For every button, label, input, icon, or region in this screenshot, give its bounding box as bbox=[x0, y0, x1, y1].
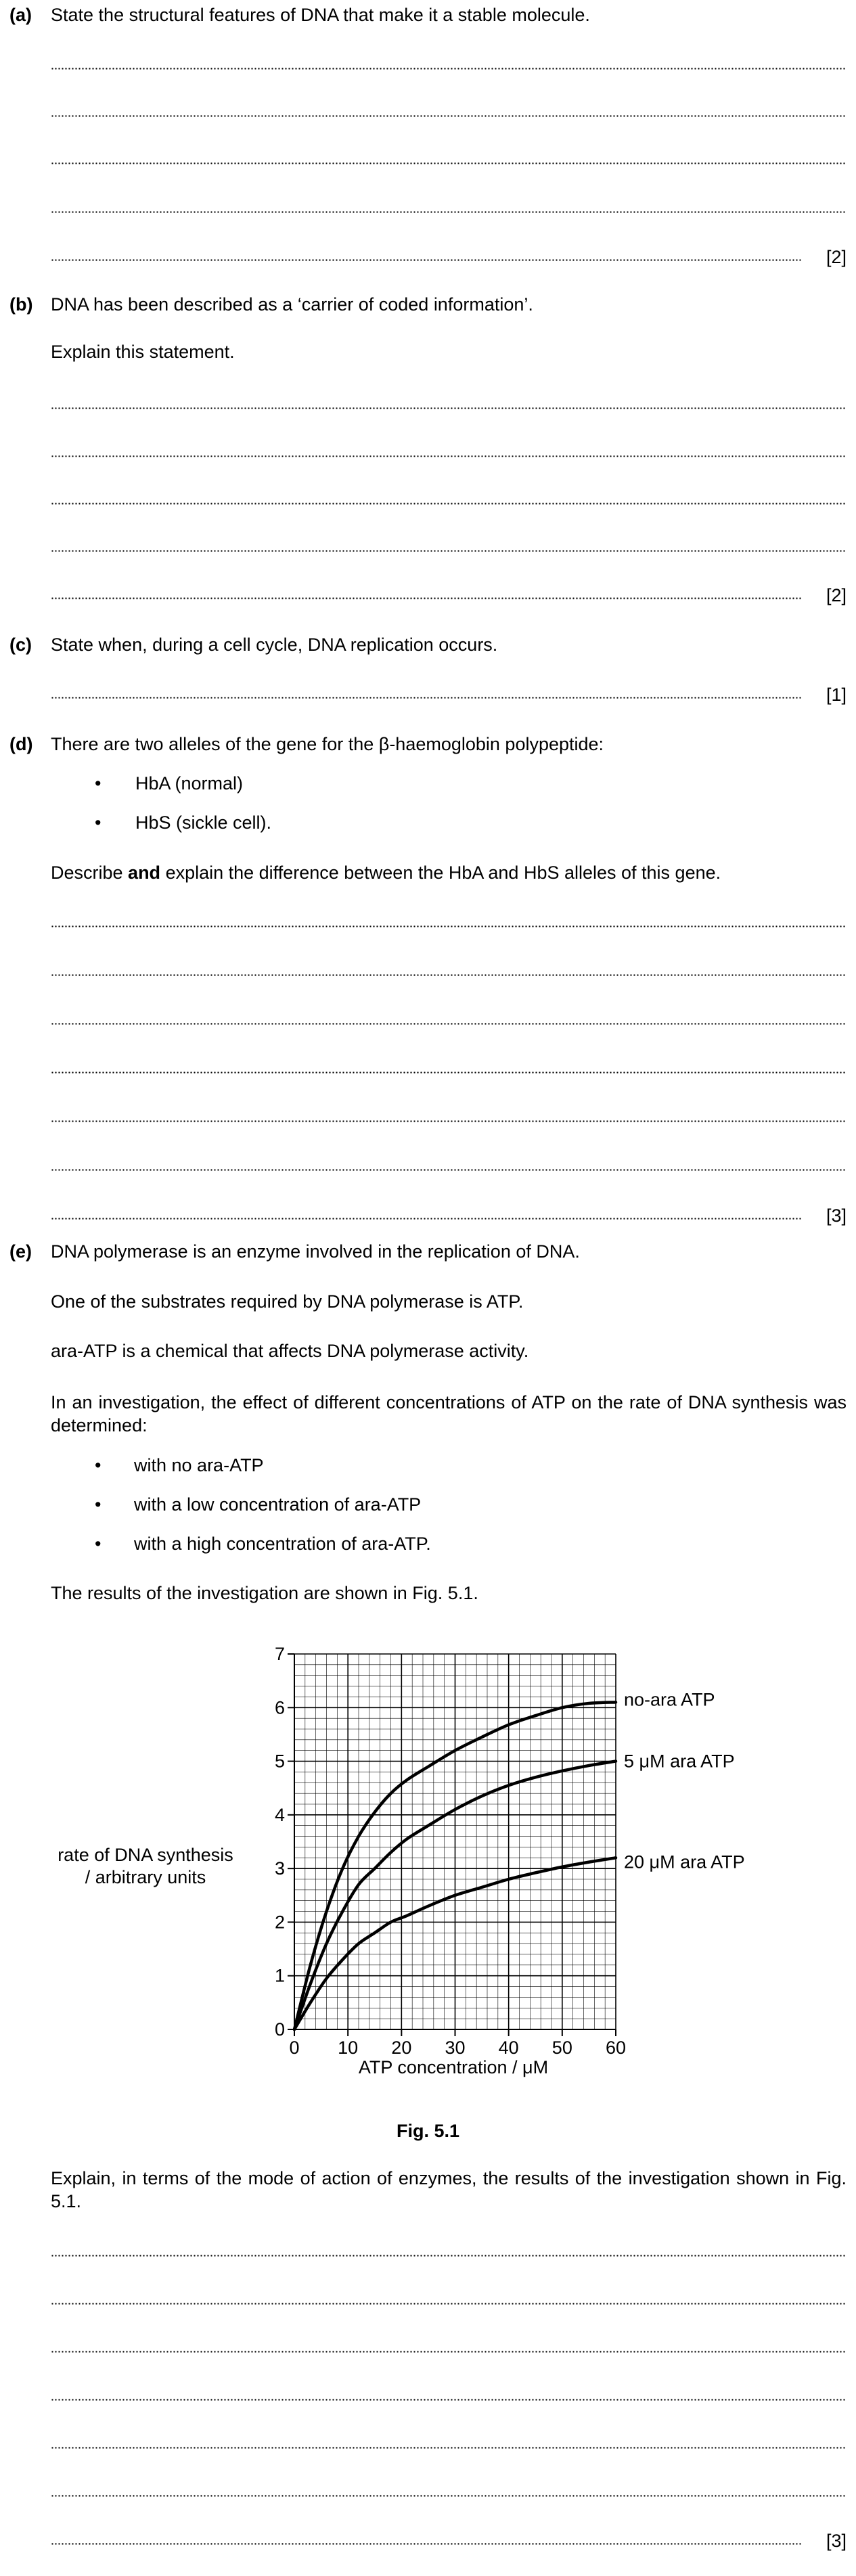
answer-line[interactable] bbox=[51, 115, 847, 117]
rate-of-dna-synthesis-chart bbox=[0, 1637, 856, 2111]
bullet-dot: • bbox=[95, 773, 102, 794]
answer-line[interactable] bbox=[51, 1169, 847, 1171]
x-tick-label: 50 bbox=[551, 2038, 572, 2058]
y-tick-label: 0 bbox=[274, 2019, 285, 2040]
x-axis-label: ATP concentration / μM bbox=[358, 2057, 549, 2077]
answer-line[interactable] bbox=[51, 407, 847, 409]
x-tick-label: 60 bbox=[605, 2038, 627, 2058]
part-e-p1: DNA polymerase is an enzyme involved in the replication of DNA. bbox=[51, 1241, 580, 1262]
bullet-dot: • bbox=[95, 1534, 102, 1554]
part-b-question: DNA has been described as a ‘carrier of coded information’. bbox=[51, 294, 533, 315]
answer-line[interactable] bbox=[51, 974, 847, 976]
y-tick-label: 4 bbox=[274, 1804, 285, 1825]
answer-line[interactable] bbox=[51, 2495, 847, 2497]
allele-hbs: HbS (sickle cell). bbox=[135, 812, 272, 833]
x-tick-label: 0 bbox=[289, 2038, 300, 2058]
answer-line[interactable] bbox=[51, 550, 847, 552]
part-a-marks: [2] bbox=[826, 247, 847, 267]
condition-item: with a low concentration of ara-ATP bbox=[134, 1494, 422, 1515]
answer-line[interactable] bbox=[51, 2303, 847, 2305]
answer-line[interactable] bbox=[51, 211, 847, 213]
part-e-p2: One of the substrates required by DNA polymerase is ATP. bbox=[51, 1291, 524, 1312]
bullet-dot: • bbox=[95, 1494, 102, 1515]
part-a-question: State the structural features of DNA that make it a stable molecule. bbox=[51, 5, 590, 25]
bullet-dot: • bbox=[95, 1455, 102, 1475]
condition-item: with a high concentration of ara-ATP. bbox=[134, 1534, 431, 1554]
answer-line[interactable] bbox=[51, 2543, 802, 2545]
answer-line[interactable] bbox=[51, 697, 802, 699]
bullet-dot: • bbox=[95, 812, 102, 833]
condition-item: with no ara-ATP bbox=[134, 1455, 264, 1475]
series-labels bbox=[624, 1689, 745, 1872]
answer-line[interactable] bbox=[51, 2351, 847, 2353]
y-tick-label: 5 bbox=[274, 1751, 285, 1772]
x-tick-label: 30 bbox=[445, 2038, 466, 2058]
answer-line[interactable] bbox=[51, 597, 802, 599]
y-tick-label: 7 bbox=[274, 1644, 285, 1664]
y-tick-label: 1 bbox=[274, 1965, 285, 1986]
y-tick-label: 2 bbox=[274, 1912, 285, 1933]
x-tick-label: 10 bbox=[338, 2038, 359, 2058]
part-d-marks: [3] bbox=[826, 1205, 847, 1226]
answer-line[interactable] bbox=[51, 162, 847, 164]
part-e-marks: [3] bbox=[826, 2531, 847, 2551]
answer-line[interactable] bbox=[51, 68, 847, 70]
part-e-label: (e) bbox=[9, 1241, 32, 1262]
answer-line[interactable] bbox=[51, 455, 847, 457]
answer-line[interactable] bbox=[51, 259, 802, 261]
part-a-label: (a) bbox=[9, 5, 32, 25]
answer-line[interactable] bbox=[51, 2447, 847, 2449]
part-c-label: (c) bbox=[9, 635, 32, 655]
part-b-instruction: Explain this statement. bbox=[51, 342, 235, 362]
part-d-intro: There are two alleles of the gene for the β-haemoglobin polypeptide: bbox=[51, 734, 604, 754]
y-axis-label-line2: / arbitrary units bbox=[85, 1867, 206, 1887]
part-e-p4: In an investigation, the effect of different concentrations of ATP on the rate of DNA synthesis was determined: bbox=[51, 1392, 847, 1435]
part-e-p3: ara-ATP is a chemical that affects DNA polymerase activity. bbox=[51, 1341, 529, 1361]
part-c-question: State when, during a cell cycle, DNA replication occurs. bbox=[51, 635, 498, 655]
allele-hba: HbA (normal) bbox=[135, 773, 244, 794]
series-label-0: no-ara ATP bbox=[624, 1689, 715, 1710]
answer-line[interactable] bbox=[51, 1023, 847, 1025]
figure-caption: Fig. 5.1 bbox=[396, 2121, 460, 2141]
x-tick-label: 20 bbox=[391, 2038, 412, 2058]
answer-line[interactable] bbox=[51, 1072, 847, 1074]
y-axis-label-line1: rate of DNA synthesis bbox=[58, 1845, 233, 1865]
series-label-1: 5 μM ara ATP bbox=[624, 1751, 735, 1772]
part-e-p5: The results of the investigation are shown in Fig. 5.1. bbox=[51, 1583, 478, 1603]
series-label-2: 20 μM ara ATP bbox=[624, 1852, 745, 1872]
part-d-question: Describe and explain the difference between the HbA and HbS alleles of this gene. bbox=[51, 862, 721, 883]
y-tick-label: 6 bbox=[274, 1697, 285, 1718]
part-d-label: (d) bbox=[9, 734, 33, 754]
grid-major bbox=[294, 1654, 616, 2029]
part-b-label: (b) bbox=[9, 294, 33, 315]
part-e-question: Explain, in terms of the mode of action of enzymes, the results of the investigation shown in Fig. 5.1. bbox=[51, 2168, 847, 2211]
answer-line[interactable] bbox=[51, 1218, 802, 1220]
part-b-marks: [2] bbox=[826, 585, 847, 605]
answer-line[interactable] bbox=[51, 1120, 847, 1122]
answer-line[interactable] bbox=[51, 503, 847, 505]
x-tick-label: 40 bbox=[498, 2038, 519, 2058]
answer-line[interactable] bbox=[51, 2255, 847, 2257]
answer-line[interactable] bbox=[51, 2399, 847, 2401]
y-tick-label: 3 bbox=[274, 1858, 285, 1879]
part-c-marks: [1] bbox=[826, 685, 847, 705]
answer-line[interactable] bbox=[51, 925, 847, 927]
